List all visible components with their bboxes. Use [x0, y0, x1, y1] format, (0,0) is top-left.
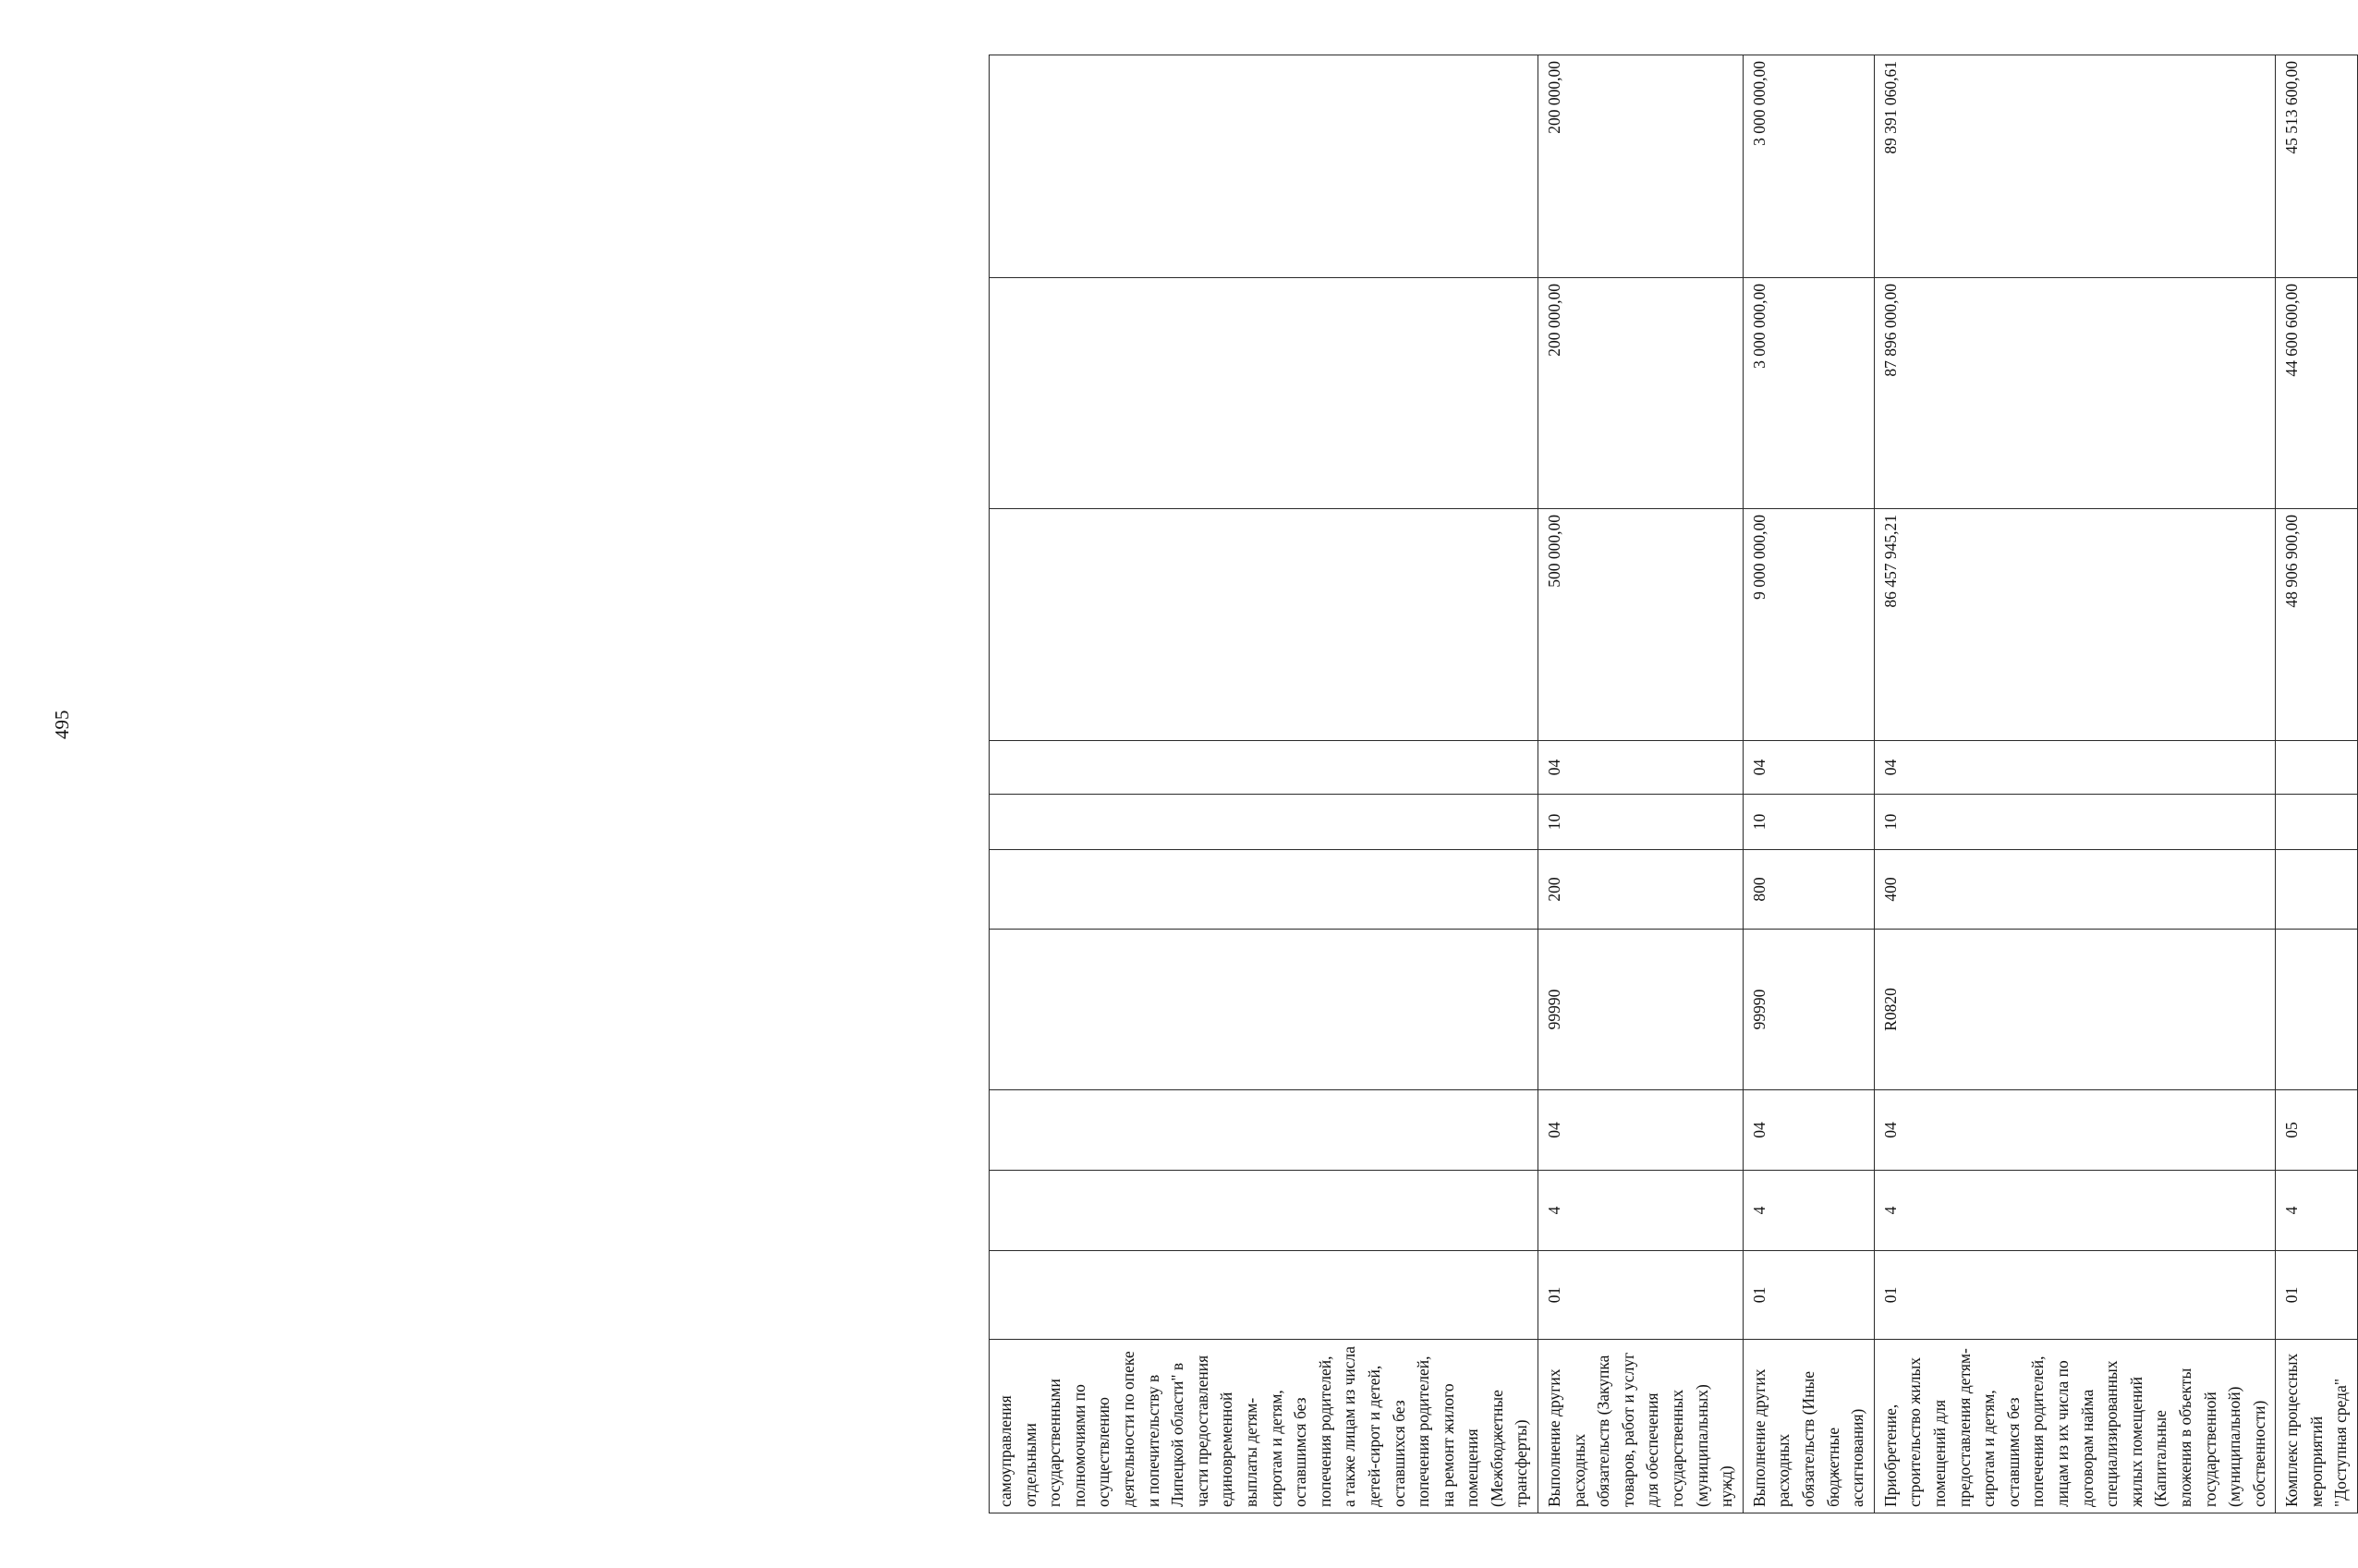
code-cell	[990, 1171, 1538, 1251]
code-cell: 10	[1538, 795, 1744, 850]
rotated-table-container	[989, 55, 2358, 1513]
code-cell: 04	[1874, 741, 2276, 795]
code-cell: 10	[1874, 795, 2276, 850]
amount-cell: 200 000,00	[1538, 55, 1744, 278]
row-name-cell: самоуправления отдельными государственными полномочиями по осуществлению деятельности по опеке и попечительству в Липецкой области" в части предоставления единовременной выплаты детям-сиротам и детям, оставшимся без попечения родителей, а также лицам из числа детей-сирот и детей, оставшихся без попечения родителей, на ремонт жилого помещения (Межбюджетные трансферты)	[990, 1340, 1538, 1513]
code-cell: 10	[1743, 795, 1874, 850]
code-cell: 4	[1874, 1171, 2276, 1251]
table-row	[990, 55, 1538, 1513]
row-name-cell: Выполнение других расходных обязательств (Иные бюджетные ассигнования)	[1743, 1340, 1874, 1513]
code-cell: 04	[1538, 741, 1744, 795]
code-cell: 01	[2276, 1251, 2358, 1340]
code-cell: 04	[1874, 1090, 2276, 1171]
code-cell	[990, 741, 1538, 795]
code-cell: 400	[1874, 850, 2276, 930]
amount-cell: 87 896 000,00	[1874, 278, 2276, 509]
amount-cell: 9 000 000,00	[1743, 509, 1874, 741]
code-cell	[990, 1090, 1538, 1171]
code-cell: 04	[1538, 1090, 1744, 1171]
amount-cell: 44 600 600,00	[2276, 278, 2358, 509]
amount-cell	[990, 509, 1538, 741]
code-cell	[2276, 795, 2358, 850]
code-cell	[990, 930, 1538, 1090]
amount-cell: 500 000,00	[1538, 509, 1744, 741]
row-name-cell: Выполнение других расходных обязательств (Закупка товаров, работ и услуг для обеспечения государственных (муниципальных) нужд)	[1538, 1340, 1744, 1513]
code-cell	[2276, 930, 2358, 1090]
row-name-cell: Комплекс процессных мероприятий "Доступная среда"	[2276, 1340, 2358, 1513]
code-cell: R0820	[1874, 930, 2276, 1090]
code-cell: 01	[1874, 1251, 2276, 1340]
table-row	[2276, 55, 2358, 1513]
amount-cell: 45 513 600,00	[2276, 55, 2358, 278]
code-cell	[990, 850, 1538, 930]
code-cell: 99990	[1538, 930, 1744, 1090]
amount-cell: 89 391 060,61	[1874, 55, 2276, 278]
amount-cell: 48 906 900,00	[2276, 509, 2358, 741]
code-cell: 04	[1743, 1090, 1874, 1171]
amount-cell: 3 000 000,00	[1743, 278, 1874, 509]
table-row	[1874, 55, 2276, 1513]
code-cell	[2276, 850, 2358, 930]
code-cell: 800	[1743, 850, 1874, 930]
table-row	[1743, 55, 1874, 1513]
amount-cell	[990, 278, 1538, 509]
code-cell: 4	[2276, 1171, 2358, 1251]
amount-cell: 200 000,00	[1538, 278, 1744, 509]
amount-cell	[990, 55, 1538, 278]
amount-cell: 3 000 000,00	[1743, 55, 1874, 278]
code-cell	[2276, 741, 2358, 795]
code-cell: 04	[1743, 741, 1874, 795]
row-name-cell: Приобретение, строительство жилых помещений для предоставления детям-сиротам и детям, оставшимся без попечения родителей, лицам из их числа по договорам найма специализированных жилых помещений (Капитальные вложения в объекты государственной (муниципальной) собственности)	[1874, 1340, 2276, 1513]
code-cell: 01	[1743, 1251, 1874, 1340]
code-cell: 99990	[1743, 930, 1874, 1090]
code-cell: 200	[1538, 850, 1744, 930]
code-cell: 4	[1743, 1171, 1874, 1251]
code-cell: 05	[2276, 1090, 2358, 1171]
code-cell: 4	[1538, 1171, 1744, 1251]
page-number: 495	[51, 710, 73, 739]
amount-cell: 86 457 945,21	[1874, 509, 2276, 741]
code-cell	[990, 1251, 1538, 1340]
budget-table	[989, 55, 2358, 1513]
code-cell	[990, 795, 1538, 850]
table-row	[1538, 55, 1744, 1513]
code-cell: 01	[1538, 1251, 1744, 1340]
